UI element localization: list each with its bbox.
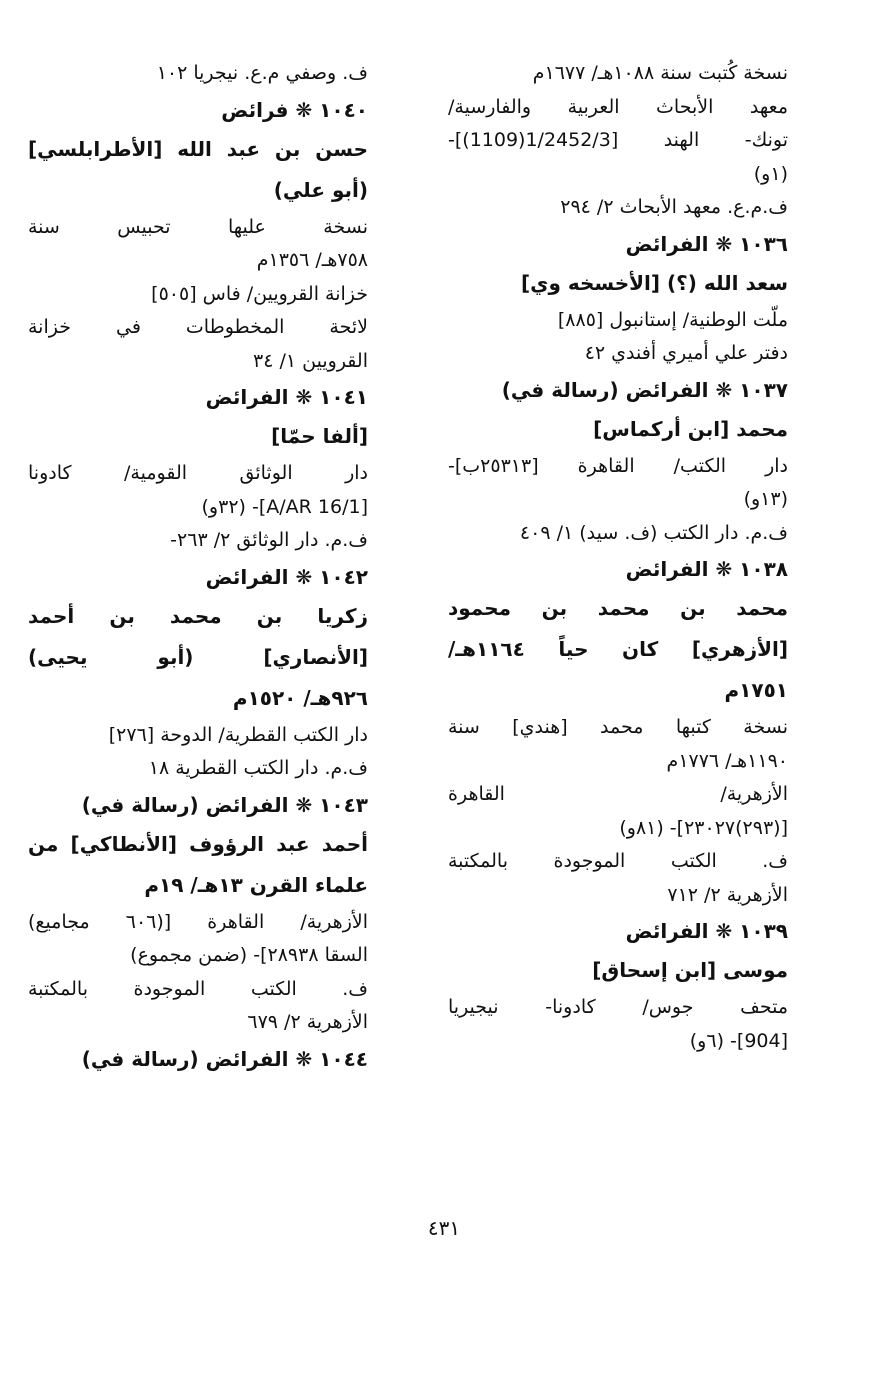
- text-line: ف. الكتب الموجودة بالمكتبة: [448, 850, 788, 872]
- author-name: حسن بن عبد الله [الأطرابلسي]: [28, 136, 368, 161]
- text-line: [A/AR 16/1]- (٣٢و): [201, 495, 368, 518]
- text-line: دفتر علي أميري أفندي ٤٢: [584, 342, 788, 364]
- author-name: (أبو علي): [273, 177, 368, 202]
- text-line: معهد الأبحاث العربية والفارسية/: [448, 95, 788, 118]
- page-number: ٤٣١: [427, 1216, 461, 1240]
- text-line: ف. وصفي م.ع. نيجريا ١٠٢: [156, 62, 368, 84]
- text-line: الأزهرية ٢/ ٦٧٩: [247, 1011, 368, 1033]
- author-name: محمد [ابن أركماس]: [593, 416, 788, 441]
- text-line: خزانة القرويين/ فاس [٥٠٥]: [151, 282, 368, 305]
- entry-heading: ١٠٤١ ❋ الفرائض: [205, 385, 368, 409]
- author-name: ٩٢٦هـ/ ١٥٢٠م: [232, 685, 368, 710]
- text-line: نسخة عليها تحبيس سنة: [28, 215, 368, 238]
- text-line: متحف جوس/ كادونا- نيجيريا: [448, 996, 788, 1018]
- text-line: (١٣و): [743, 488, 788, 510]
- text-line: ١١٩٠هـ/ ١٧٧٦م: [666, 749, 788, 772]
- text-line: ف.م. دار الكتب القطرية ١٨: [148, 757, 368, 779]
- text-line: دار الكتب/ القاهرة [٢٥٣١٣ب]-: [448, 454, 788, 477]
- text-line: دار الكتب القطرية/ الدوحة [٢٧٦]: [108, 723, 368, 746]
- entry-heading: ١٠٣٧ ❋ الفرائض (رسالة في): [501, 377, 788, 402]
- text-line: الأزهرية ٢/ ٧١٢: [667, 883, 788, 906]
- entry-heading: ١٠٤٣ ❋ الفرائض (رسالة في): [81, 792, 368, 817]
- author-name: [ألفا حمّا]: [271, 424, 368, 448]
- left-column: [28, 57, 368, 1078]
- text-line: [(٢٩٣)٢٣٠٢٧]- (٨١و): [619, 816, 788, 839]
- author-name: زكريا بن محمد بن أحمد: [28, 603, 368, 628]
- text-line: السقا ٢٨٩٣٨]- (ضمن مجموع): [130, 944, 368, 966]
- entry-heading: ١٠٤٢ ❋ الفرائض: [205, 564, 368, 589]
- entry-heading: ١٠٣٦ ❋ الفرائض: [625, 231, 788, 256]
- entry-heading: ١٠٤٠ ❋ فرائض: [221, 97, 368, 122]
- author-name: [الأنصاري] (أبو يحيى): [28, 644, 368, 669]
- text-line: نسخة كُتبت سنة ١٠٨٨هـ/ ١٦٧٧م: [532, 62, 788, 84]
- entry-heading: ١٠٣٩ ❋ الفرائض: [625, 919, 788, 943]
- text-line: ف.م. دار الكتب (ف. سيد) ١/ ٤٠٩: [519, 521, 788, 544]
- text-line: دار الوثائق القومية/ كادونا: [28, 462, 368, 484]
- text-line: نسخة كتبها محمد [هندي] سنة: [448, 716, 788, 738]
- text-line: القرويين ١/ ٣٤: [253, 349, 368, 372]
- text-line: ف.م. دار الوثائق ٢/ ٢٦٣-: [170, 529, 368, 551]
- text-line: الأزهرية/ القاهرة [(٦٠٦ مجاميع): [28, 910, 368, 933]
- text-line: [904]- (٦و): [689, 1029, 788, 1052]
- author-name: سعد الله (؟) [الأخسخه وي]: [520, 270, 788, 295]
- text-line: ف. الكتب الموجودة بالمكتبة: [28, 977, 368, 1000]
- author-name: محمد بن محمد بن محمود: [448, 596, 788, 620]
- text-line: ٧٥٨هـ/ ١٣٥٦م: [256, 249, 368, 271]
- entry-heading: ١٠٤٤ ❋ الفرائض (رسالة في): [81, 1046, 368, 1071]
- author-name: علماء القرن ١٣هـ/ ١٩م: [144, 872, 368, 897]
- author-name: ١٧٥١م: [724, 678, 788, 702]
- author-name: [الأزهري] كان حياً ١١٦٤هـ/: [448, 637, 788, 661]
- entry-heading: ١٠٣٨ ❋ الفرائض: [625, 557, 788, 581]
- text-line: (١و): [753, 162, 788, 185]
- text-line: ف.م.ع. معهد الأبحاث ٢/ ٢٩٤: [560, 196, 788, 218]
- author-name: أحمد عبد الرؤوف [الأنطاكي] من: [28, 831, 368, 856]
- text-line: لائحة المخطوطات في خزانة: [28, 316, 368, 338]
- text-line: ملّت الوطنية/ إستانبول [٨٨٥]: [557, 308, 788, 331]
- text-line: الأزهرية/ القاهرة: [448, 783, 788, 805]
- author-name: موسى [ابن إسحاق]: [592, 958, 788, 982]
- right-column: [448, 57, 788, 1058]
- text-line: تونك- الهند [1/2452/3(1109)]-: [448, 129, 788, 151]
